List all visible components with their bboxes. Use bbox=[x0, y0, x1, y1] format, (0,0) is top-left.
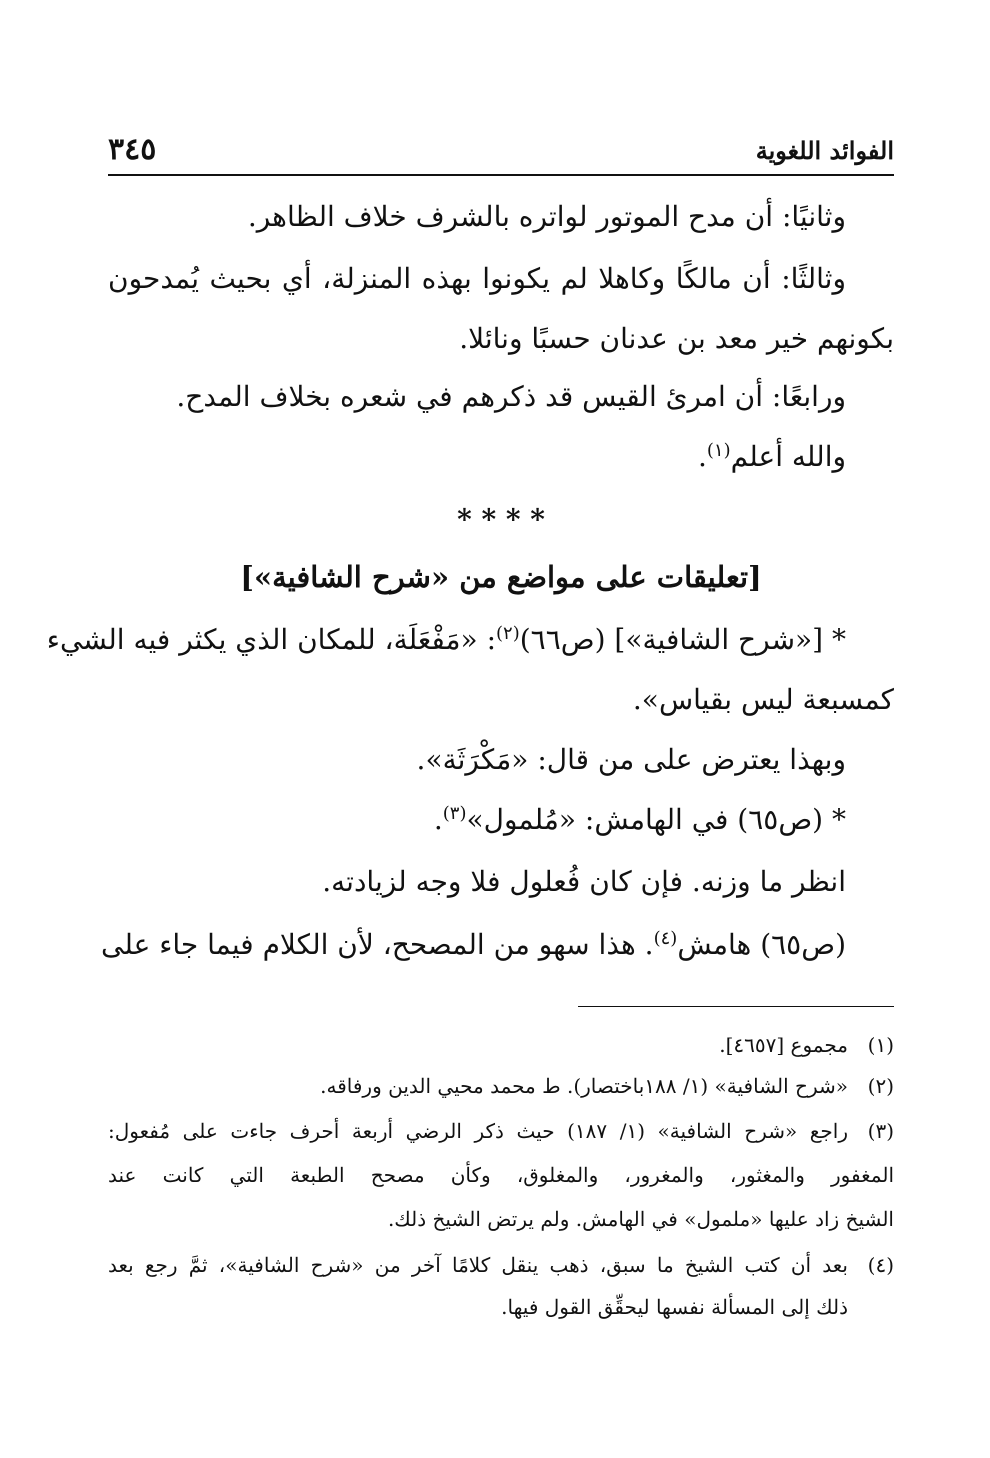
footnote-1-number: (١) bbox=[867, 1033, 894, 1057]
section-title: [تعليقات على مواضع من «شرح الشافية»] bbox=[240, 560, 762, 594]
running-title: الفوائد اللغوية bbox=[755, 136, 894, 165]
footnote-4-number: (٤) bbox=[867, 1253, 894, 1277]
footnote-ref-4: (٤) bbox=[653, 928, 678, 949]
running-header bbox=[108, 128, 894, 172]
footnote-1-text: مجموع [٤٦٥٧]. bbox=[719, 1033, 848, 1057]
header-rule bbox=[108, 174, 894, 176]
body-line-9-text: * (ص٦٥) في الهامش: «مُلمول» bbox=[466, 803, 846, 836]
body-line-6-end: : «مَفْعَلَة، للمكان الذي يكثر فيه الشيء bbox=[46, 623, 496, 656]
section-separator: * * * * bbox=[457, 503, 545, 536]
footnote-ref-1: (١) bbox=[706, 440, 731, 461]
body-line-11-start: (ص٦٥) هامش bbox=[677, 928, 846, 961]
body-line-6 bbox=[46, 620, 894, 660]
book-page bbox=[46, 0, 894, 1458]
body-line-4: ورابعًا: أن امرئ القيس قد ذكرهم في شعره بخلاف المدح. bbox=[176, 380, 846, 413]
body-line-2-text: وثالثًا: أن مالكًا وكاهلا لم يكونوا بهذه المنزلة، أي بحيث يُمدحون bbox=[108, 262, 846, 295]
body-line-9-end: . bbox=[433, 803, 443, 836]
body-line-10: انظر ما وزنه. فإن كان فُعلول فلا وجه لزيادته. bbox=[322, 865, 846, 898]
footnote-3-line-2: المغفور والمغثور، والمغرور، والمغلوق، وكأن مصحح الطبعة التي كانت عند bbox=[108, 1163, 894, 1187]
body-line-5-end: . bbox=[697, 440, 707, 473]
footnote-2-number: (٢) bbox=[867, 1074, 894, 1098]
footnote-3-line-1: راجع «شرح الشافية» (١/ ١٨٧) حيث ذكر الرضي أربعة أحرف جاءت على مُفعول: bbox=[108, 1119, 848, 1143]
footnote-3-line-3: الشيخ زاد عليها «ملمول» في الهامش. ولم يرتض الشيخ ذلك. bbox=[387, 1207, 894, 1231]
body-line-5-text: والله أعلم bbox=[730, 440, 846, 473]
footnote-ref-2: (٢) bbox=[496, 623, 520, 644]
body-line-11 bbox=[101, 925, 894, 965]
footnote-rule bbox=[578, 1006, 894, 1007]
body-line-1: وثانيًا: أن مدح الموتور لواتره بالشرف خلاف الظاهر. bbox=[247, 200, 846, 233]
footnote-3-number: (٣) bbox=[867, 1119, 894, 1143]
body-line-2 bbox=[108, 259, 894, 299]
footnote-4-line-2: ذلك إلى المسألة نفسها ليحقِّق القول فيها. bbox=[501, 1295, 848, 1319]
page-number: ٣٤٥ bbox=[108, 132, 157, 167]
body-line-6-start: * [«شرح الشافية»] (ص٦٦) bbox=[519, 623, 846, 656]
footnote-ref-3: (٣) bbox=[442, 803, 467, 824]
body-line-9 bbox=[434, 800, 846, 840]
body-line-7: كمسبعة ليس بقياس». bbox=[632, 683, 894, 716]
body-line-8: وبهذا يعترض على من قال: «مَكْرَثَة». bbox=[416, 743, 846, 776]
footnote-4-line-1: بعد أن كتب الشيخ ما سبق، ذهب ينقل كلامًا آخر من «شرح الشافية»، ثمَّ رجع بعد bbox=[108, 1253, 848, 1277]
body-line-5 bbox=[698, 437, 846, 477]
body-line-3: بكونهم خير معد بن عدنان حسبًا ونائلا. bbox=[459, 322, 894, 355]
body-line-11-end: . هذا سهو من المصحح، لأن الكلام فيما جاء على bbox=[101, 928, 654, 961]
footnote-2-text: «شرح الشافية» (١/ ١٨٨باختصار). ط محمد محيي الدين ورفاقه. bbox=[320, 1074, 848, 1098]
